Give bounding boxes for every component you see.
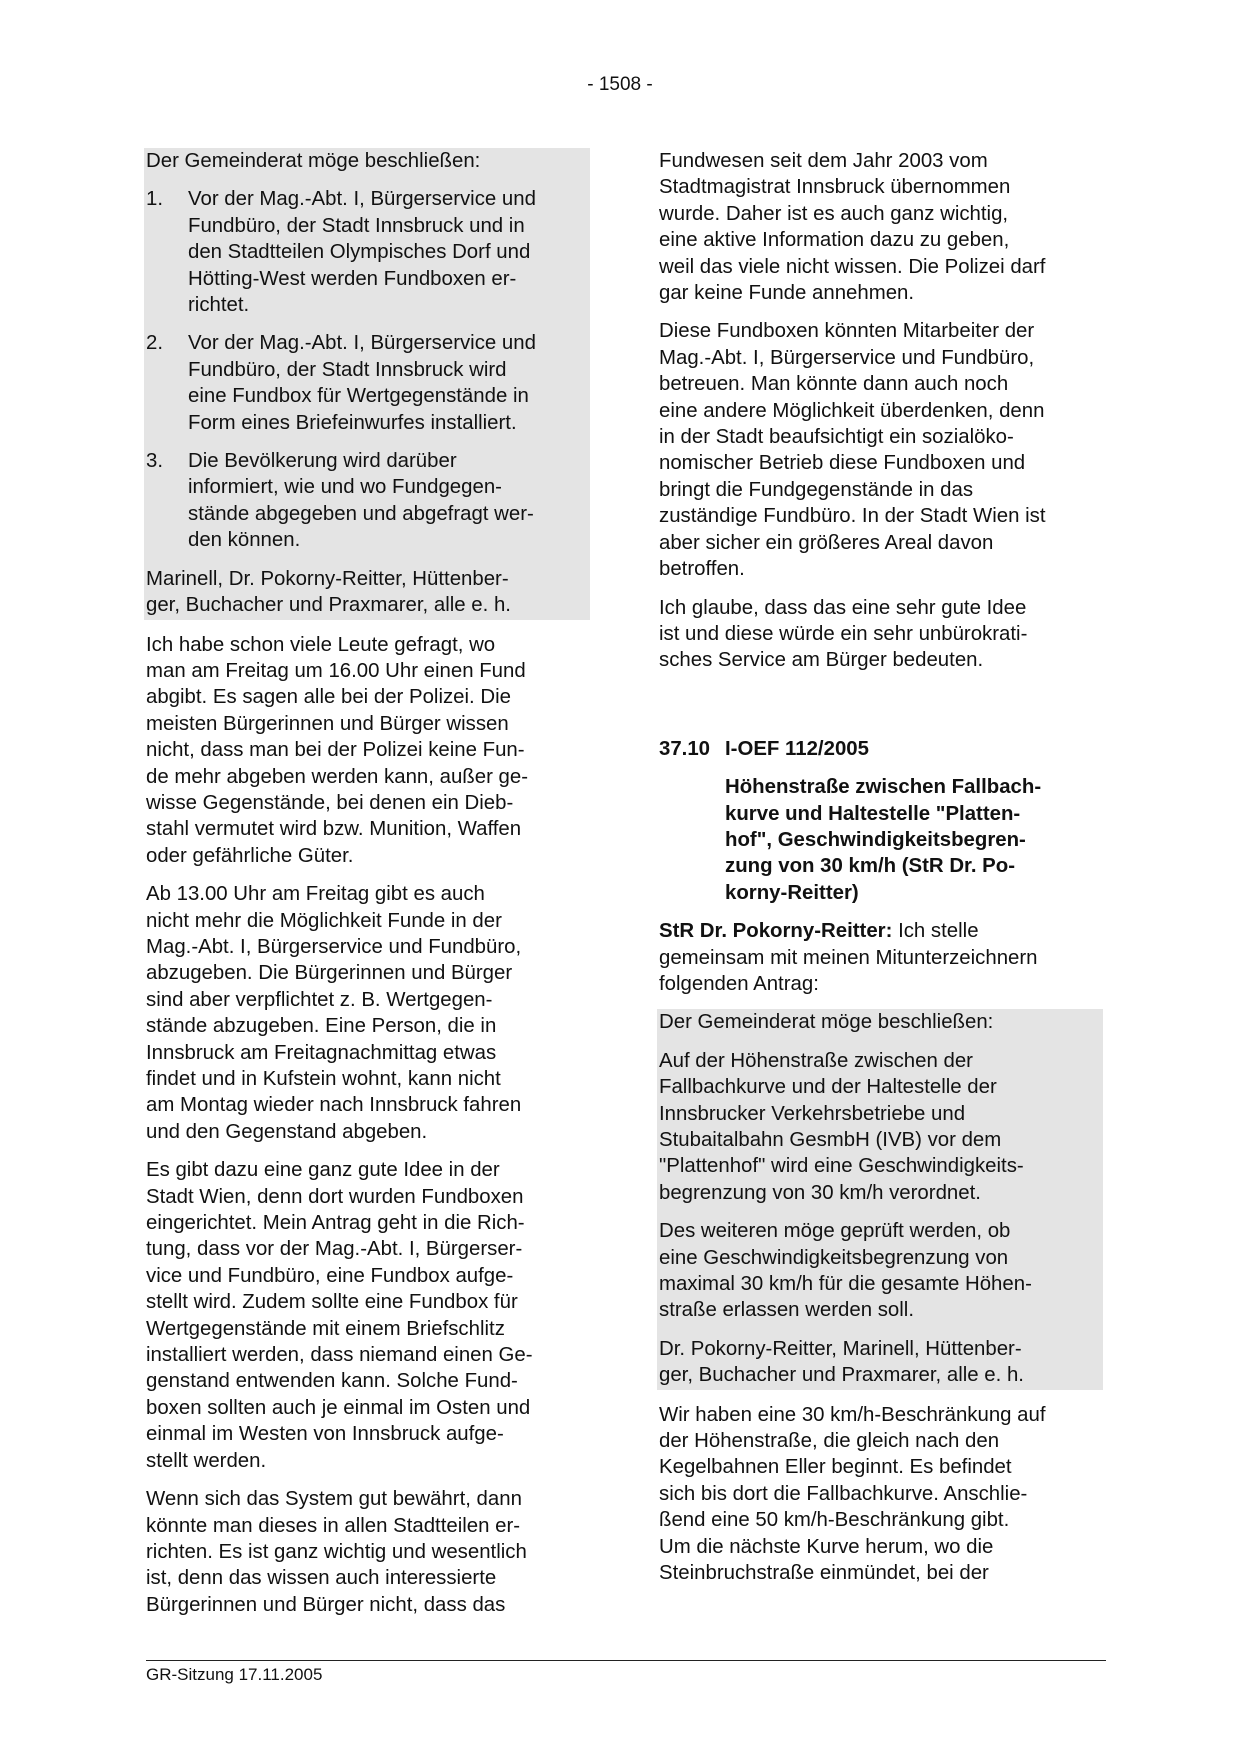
line: abgibt. Es sagen alle bei der Polizei. Die (146, 686, 511, 709)
line: nicht mehr die Möglichkeit Funde in der (146, 909, 502, 932)
motion-item (146, 330, 590, 436)
line: Marinell, Dr. Pokorny-Reitter, Hüttenber- (146, 567, 509, 590)
motion-item-number: 3. (146, 450, 164, 473)
line: Steinbruchstraße einmündet, bei der (659, 1562, 989, 1585)
line: Ich stelle (892, 920, 979, 943)
line: Fallbachkurve und der Haltestelle der (659, 1076, 997, 1099)
line: eine Fundbox für Wertgegenstände in (188, 385, 529, 408)
line: Vor der Mag.-Abt. I, Bürgerservice und (188, 188, 536, 211)
line: den Stadtteilen Olympisches Dorf und (188, 241, 531, 264)
right-column (659, 148, 1103, 1599)
line: ist, denn das wissen auch interessierte (146, 1567, 497, 1590)
line: de mehr abgeben werden kann, außer ge- (146, 765, 529, 788)
motion-signers (659, 1336, 1103, 1389)
line: genstand entwenden kann. Solche Fund- (146, 1370, 518, 1393)
line: Wir haben eine 30 km/h-Beschränkung auf (659, 1403, 1046, 1426)
line: Stubaitalbahn GesmbH (IVB) vor dem (659, 1129, 1002, 1151)
line: Innsbrucker Verkehrsbetriebe und (659, 1102, 966, 1125)
section-spacer (659, 686, 1103, 736)
line: Auf der Höhenstraße zwischen der (659, 1049, 973, 1072)
line: Mag.-Abt. I, Bürgerservice und Fundbüro, (659, 346, 1035, 369)
motion-item-number: 1. (146, 188, 164, 211)
line: eine aktive Information dazu zu geben, (659, 229, 1010, 252)
line: Mag.-Abt. I, Bürgerservice und Fundbüro, (146, 935, 522, 958)
line: stellt werden. (146, 1449, 267, 1472)
motion-signers (146, 566, 590, 619)
motion-paragraph (659, 1048, 1103, 1206)
line: Stadtmagistrat Innsbruck übernommen (659, 176, 1011, 199)
agenda-item-number: 37.10 (659, 737, 711, 760)
line: Fundbüro, der Stadt Innsbruck und in (188, 214, 525, 237)
body-paragraph (146, 632, 590, 870)
body-paragraph (659, 1402, 1103, 1587)
motion-item-number: 2. (146, 332, 164, 355)
line: maximal 30 km/h für die gesamte Höhen- (659, 1273, 1032, 1296)
line: Hötting-West werden Fundboxen er- (188, 267, 517, 290)
line: Form eines Briefeinwurfes installiert. (188, 411, 517, 434)
motion-item (146, 186, 590, 318)
line: Innsbruck am Freitagnachmittag etwas (146, 1041, 497, 1064)
line: weil das viele nicht wissen. Die Polizei darf (659, 255, 1046, 278)
line: wisse Gegenstände, bei denen ein Dieb- (146, 791, 514, 814)
line: eine andere Möglichkeit überdenken, denn (659, 399, 1045, 422)
line: kurve und Haltestelle "Platten- (725, 802, 1021, 825)
line: installiert werden, dass niemand einen Ge- (146, 1344, 533, 1367)
left-column (146, 148, 590, 1630)
line: hof", Geschwindigkeitsbegren- (725, 828, 1026, 851)
line: Ich habe schon viele Leute gefragt, wo (146, 633, 496, 656)
line: Ich glaube, dass das eine sehr gute Idee (659, 596, 1027, 619)
speaker-paragraph (659, 918, 1103, 997)
line: tung, dass vor der Mag.-Abt. I, Bürgerser- (146, 1238, 523, 1261)
line: zuständige Fundbüro. In der Stadt Wien ist (659, 505, 1046, 528)
line: Es gibt dazu eine ganz gute Idee in der (146, 1159, 500, 1182)
line: zung von 30 km/h (StR Dr. Po- (725, 855, 1016, 878)
body-paragraph (659, 148, 1103, 306)
line: stellt wird. Zudem sollte eine Fundbox für (146, 1291, 518, 1314)
line: Fundwesen seit dem Jahr 2003 vom (659, 150, 988, 172)
motion-paragraph (659, 1218, 1103, 1324)
line: aber sicher ein größeres Areal davon (659, 531, 994, 554)
line: Kegelbahnen Eller beginnt. Es befindet (659, 1456, 1012, 1479)
line: bringt die Fundgegenstände in das (659, 478, 974, 501)
motion-box-left (144, 148, 590, 620)
line: vice und Fundbüro, eine Fundbox aufge- (146, 1264, 514, 1287)
body-paragraph (146, 1486, 590, 1618)
line: ist und diese würde ein sehr unbürokrati- (659, 622, 1028, 645)
line: boxen sollten auch je einmal im Osten und (146, 1396, 531, 1419)
line: ger, Buchacher und Praxmarer, alle e. h. (659, 1364, 1024, 1387)
line: Des weiteren möge geprüft werden, ob (659, 1220, 1011, 1243)
line: "Plattenhof" wird eine Geschwindigkeits- (659, 1155, 1024, 1178)
speaker-name: StR Dr. Pokorny-Reitter: (659, 920, 893, 943)
line: folgenden Antrag: (659, 972, 819, 995)
motion-list (146, 186, 590, 553)
line: am Montag wieder nach Innsbruck fahren (146, 1094, 522, 1117)
line: korny-Reitter) (725, 881, 859, 904)
line: Ab 13.00 Uhr am Freitag gibt es auch (146, 883, 485, 906)
agenda-item-code: I-OEF 112/2005 (725, 737, 869, 760)
agenda-item-heading (659, 736, 1103, 762)
line: betroffen. (659, 558, 745, 581)
footer-text: GR-Sitzung 17.11.2005 (146, 1665, 323, 1684)
line: stahl vermutet wird bzw. Munition, Waffen (146, 818, 522, 841)
footer-divider (146, 1660, 1106, 1661)
line: nomischer Betrieb diese Fundboxen und (659, 452, 1026, 475)
line: findet und in Kufstein wohnt, kann nicht (146, 1068, 501, 1090)
line: Vor der Mag.-Abt. I, Bürgerservice und (188, 332, 536, 355)
line: Um die nächste Kurve herum, wo die (659, 1535, 994, 1558)
line: sich bis dort die Fallbachkurve. Anschlie- (659, 1482, 1028, 1505)
line: Bürgerinnen und Bürger nicht, dass das (146, 1593, 506, 1616)
line: eine Geschwindigkeitsbegrenzung von (659, 1246, 1009, 1269)
line: Stadt Wien, denn dort wurden Fundboxen (146, 1185, 524, 1208)
line: ßend eine 50 km/h-Beschränkung gibt. (659, 1509, 1010, 1532)
line: ger, Buchacher und Praxmarer, alle e. h. (146, 594, 511, 617)
line: Wenn sich das System gut bewährt, dann (146, 1488, 522, 1511)
line: man am Freitag um 16.00 Uhr einen Fund (146, 659, 526, 682)
line: könnte man dieses in allen Stadtteilen er- (146, 1514, 521, 1537)
motion-item (146, 448, 590, 554)
motion-intro: Der Gemeinderat möge beschließen: (659, 1011, 994, 1034)
line: informiert, wie und wo Fundgegen- (188, 476, 502, 499)
line: einmal im Westen von Innsbruck aufge- (146, 1423, 504, 1446)
line: gemeinsam mit meinen Mitunterzeichnern (659, 946, 1038, 969)
line: wurde. Daher ist es auch ganz wichtig, (659, 202, 1009, 225)
line: gar keine Funde annehmen. (659, 282, 915, 305)
line: sind aber verpflichtet z. B. Wertgegen- (146, 988, 493, 1011)
line: und den Gegenstand abgeben. (146, 1120, 428, 1143)
line: abzugeben. Die Bürgerinnen und Bürger (146, 962, 513, 985)
line: Diese Fundboxen könnten Mitarbeiter der (659, 320, 1035, 343)
line: den können. (188, 529, 301, 552)
motion-intro: Der Gemeinderat möge beschließen: (146, 150, 481, 172)
line: straße erlassen werden soll. (659, 1299, 914, 1322)
line: oder gefährliche Güter. (146, 844, 354, 867)
line: betreuen. Man könnte dann auch noch (659, 373, 1009, 396)
line: stände abzugeben. Eine Person, die in (146, 1015, 497, 1038)
line: stände abgegeben und abgefragt wer- (188, 502, 534, 525)
line: begrenzung von 30 km/h verordnet. (659, 1181, 981, 1204)
line: eingerichtet. Mein Antrag geht in die Rich- (146, 1212, 525, 1235)
line: meisten Bürgerinnen und Bürger wissen (146, 712, 509, 735)
line: sches Service am Bürger bedeuten. (659, 649, 984, 672)
agenda-item-title (659, 774, 1103, 906)
page-number: - 1508 - (587, 74, 653, 95)
line: der Höhenstraße, die gleich nach den (659, 1430, 1000, 1453)
line: Höhenstraße zwischen Fallbach- (725, 776, 1042, 799)
body-paragraph (659, 595, 1103, 674)
line: Fundbüro, der Stadt Innsbruck wird (188, 358, 507, 381)
line: nicht, dass man bei der Polizei keine Fun- (146, 739, 525, 762)
motion-box-right (657, 1009, 1103, 1389)
line: in der Stadt beaufsichtigt ein sozialöko- (659, 426, 1014, 449)
line: Dr. Pokorny-Reitter, Marinell, Hüttenber- (659, 1337, 1022, 1360)
line: Die Bevölkerung wird darüber (188, 450, 457, 473)
body-paragraph (659, 318, 1103, 582)
line: Wertgegenstände mit einem Briefschlitz (146, 1317, 505, 1340)
body-paragraph (146, 1157, 590, 1474)
line: richten. Es ist ganz wichtig und wesentlich (146, 1540, 527, 1563)
line: richtet. (188, 294, 250, 317)
body-paragraph (146, 881, 590, 1145)
